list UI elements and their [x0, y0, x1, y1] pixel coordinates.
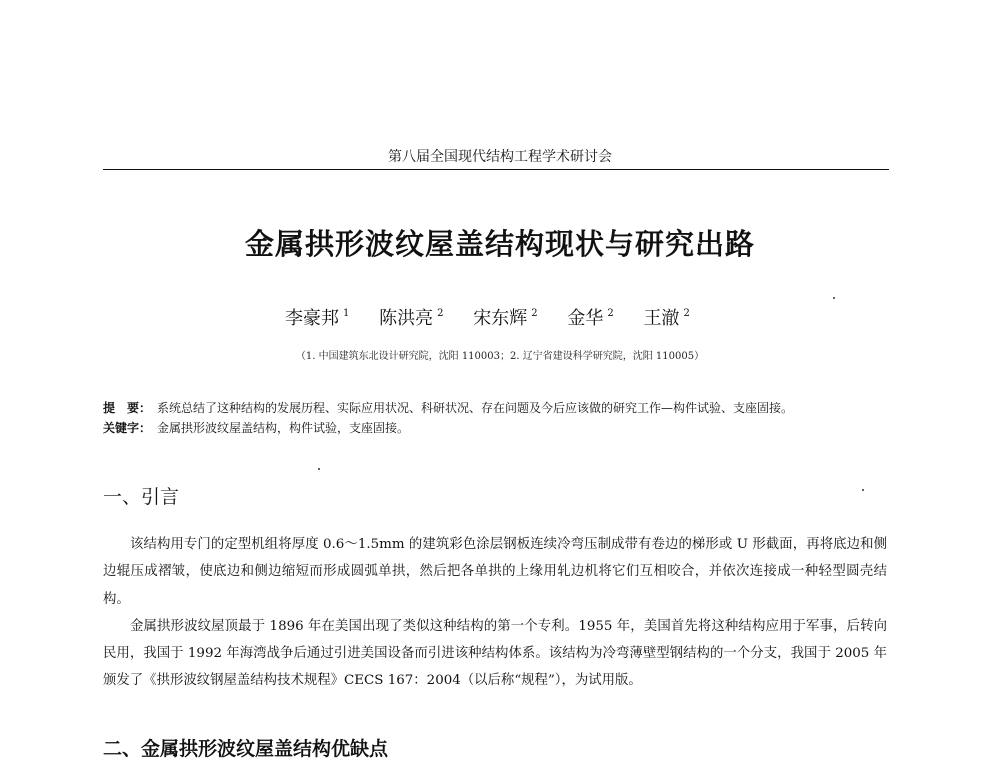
scan-speck	[833, 297, 835, 299]
author: 王澈 $^2$	[643, 308, 690, 329]
body-text	[103, 531, 887, 695]
author: 陈洪亮 $^2$	[379, 308, 444, 329]
abstract-line	[103, 398, 893, 418]
abstract-block	[103, 398, 893, 438]
affiliation: （1. 中国建筑东北设计研究院，沈阳 110003；2. 辽宁省建设科学研究院，沈阳 110005）	[295, 351, 705, 362]
author: 金华 $^2$	[567, 308, 614, 329]
abstract-label: 提 要：	[103, 401, 152, 415]
section-heading-introduction: 一、引言	[103, 486, 180, 508]
header-rule	[103, 169, 889, 170]
paper-title: 金属拱形波纹屋盖结构现状与研究出路	[244, 227, 755, 261]
section-heading-pros-cons: 二、金属拱形波纹屋盖结构优缺点	[103, 738, 389, 760]
author: 宋东辉 $^2$	[473, 308, 538, 329]
author-list	[285, 304, 725, 330]
scan-speck	[862, 489, 864, 491]
keywords-label: 关键字：	[103, 421, 152, 435]
scan-speck	[318, 468, 320, 470]
keywords-line	[103, 418, 893, 438]
running-head: 第八届全国现代结构工程学术研讨会	[388, 149, 612, 165]
paragraph: 金属拱形波纹屋顶最于 1896 年在美国出现了类似这种结构的第一个专利。1955 年，美国首先将这种结构应用于军事，后转向民用，我国于 1992 年海湾战争后通过引进美国设备而引进该种结构体系。该结构为冷弯薄壁型钢结构的一个分支，我国于 2005 年颁发了《拱形波纹钢屋盖结构技术规程》CECS 167：2004（以后称“规程”），为试用版。	[103, 618, 887, 689]
keywords-text: 金属拱形波纹屋盖结构，构件试验，支座固接。	[157, 421, 410, 435]
author: 李豪邦 $^1$	[285, 308, 350, 329]
paragraph: 该结构用专门的定型机组将厚度 0.6～1.5mm 的建筑彩色涂层钢板连续冷弯压制成带有卷边的梯形或 U 形截面，再将底边和侧边辊压成褶皱，使底边和侧边缩短而形成圆弧单拱，然后把各单拱的上缘用轧边机将它们互相咬合，并依次连接成一种轻型圆壳结构。	[103, 537, 887, 607]
abstract-text: 系统总结了这种结构的发展历程、实际应用状况、科研状况、存在问题及今后应该做的研究工作—构件试验、支座固接。	[157, 401, 794, 415]
